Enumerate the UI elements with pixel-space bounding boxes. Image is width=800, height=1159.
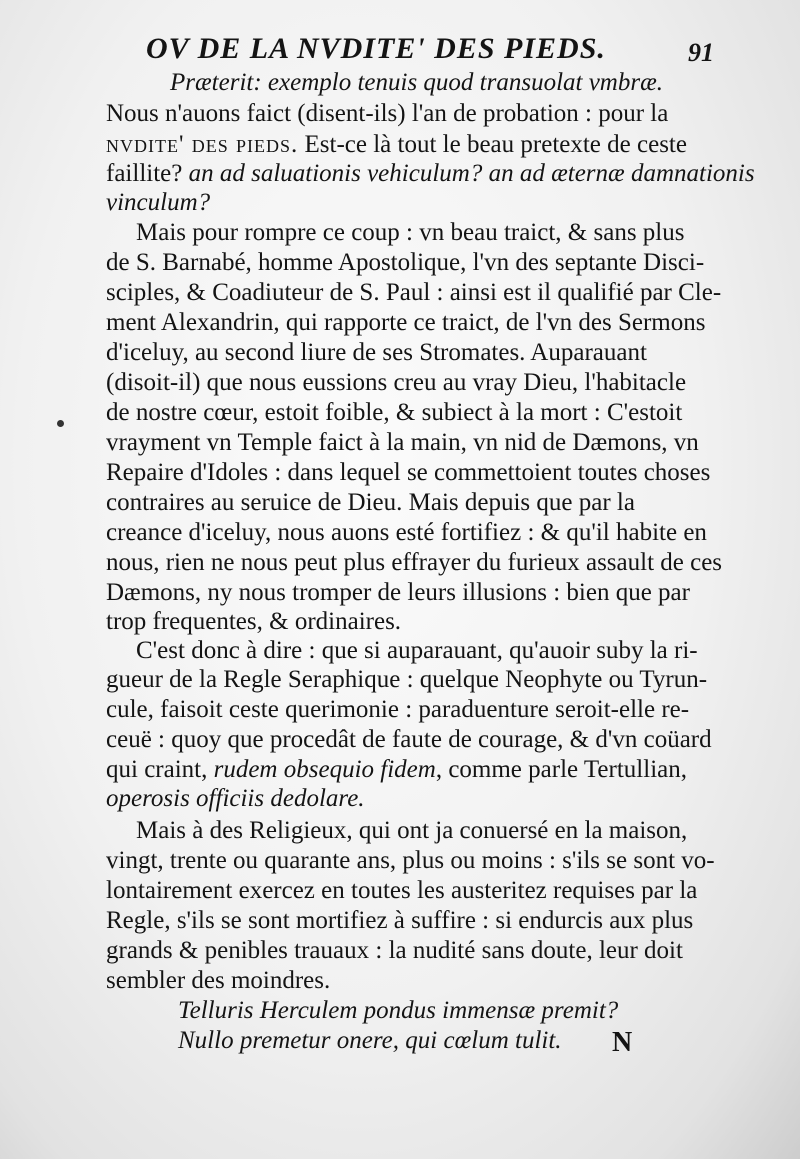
text-line: Dæmons, ny nous tromper de leurs illusions : bien que par bbox=[106, 579, 690, 606]
text-line: lontairement exercez en toutes les austeritez requises par la bbox=[106, 877, 698, 904]
text-line bbox=[106, 130, 687, 160]
text-line: C'est donc à dire : que si auparauant, qu'auoir suby la ri- bbox=[136, 637, 698, 664]
text-line: contraires au seruice de Dieu. Mais depuis que par la bbox=[106, 489, 635, 516]
text-line: d'iceluy, au second liure de ses Stromates. Auparauant bbox=[106, 339, 647, 366]
text-line: ment Alexandrin, qui rapporte ce traict, de l'vn des Sermons bbox=[106, 309, 706, 336]
text-line: sciples, & Coadiuteur de S. Paul : ainsi est il qualifié par Cle- bbox=[106, 279, 722, 306]
text-line: ceuë : quoy que procedât de faute de courage, & d'vn coüard bbox=[106, 726, 712, 753]
text-line: sembler des moindres. bbox=[106, 967, 331, 994]
text-line: vrayment vn Temple faict à la main, vn nid de Dæmons, vn bbox=[106, 429, 699, 456]
verse-line: Nullo premetur onere, qui cœlum tulit. bbox=[178, 1027, 562, 1054]
text-line: vingt, trente ou quarante ans, plus ou moins : s'ils se sont vo- bbox=[106, 847, 715, 874]
text-line: Mais pour rompre ce coup : vn beau traict, & sans plus bbox=[136, 219, 685, 246]
ink-spot bbox=[57, 420, 64, 427]
signature-mark: N bbox=[612, 1027, 633, 1058]
text-line: Nous n'auons faict (disent-ils) l'an de probation : pour la bbox=[106, 100, 669, 127]
verse-line: Telluris Herculem pondus immensæ premit? bbox=[178, 997, 619, 1024]
text-line: cule, faisoit ceste querimonie : paraduenture seroit-elle re- bbox=[106, 696, 690, 723]
text-line: Mais à des Religieux, qui ont ja conuersé en la maison, bbox=[136, 817, 688, 844]
text-span: rudem obsequio fidem bbox=[213, 756, 436, 783]
text-span: faillite? bbox=[106, 160, 189, 187]
text-line bbox=[106, 755, 687, 785]
text-span: , comme parle Tertullian, bbox=[435, 756, 687, 783]
text-line: Regle, s'ils se sont mortifiez à suffire : si endurcis aux plus bbox=[106, 907, 694, 934]
text-line bbox=[106, 159, 755, 189]
text-line: grands & penibles trauaux : la nudité sans doute, leur doit bbox=[106, 937, 683, 964]
text-line: vinculum? bbox=[106, 189, 211, 216]
text-span: Est-ce là tout le beau pretexte de ceste bbox=[298, 131, 687, 158]
text-span: an ad saluationis vehiculum? an ad æternæ damnationis bbox=[188, 160, 755, 187]
text-line: Repaire d'Idoles : dans lequel se commettoient toutes choses bbox=[106, 459, 711, 486]
text-line: creance d'iceluy, nous auons esté fortifiez : & qu'il habite en bbox=[106, 519, 707, 546]
text-line: gueur de la Regle Seraphique : quelque Neophyte ou Tyrun- bbox=[106, 666, 708, 693]
text-line: Præterit: exemplo tenuis quod transuolat vmbræ. bbox=[170, 69, 664, 96]
running-head: OV DE LA NVDITE' DES PIEDS. bbox=[146, 32, 606, 65]
text-line: de nostre cœur, estoit foible, & subiect à la mort : C'estoit bbox=[106, 399, 683, 426]
text-line: de S. Barnabé, homme Apostolique, l'vn des septante Disci- bbox=[106, 249, 705, 276]
text-line: operosis officiis dedolare. bbox=[106, 785, 365, 812]
text-span: qui craint, bbox=[106, 756, 214, 783]
text-span: nvdite' des pieds. bbox=[106, 131, 299, 158]
text-line: trop frequentes, & ordinaires. bbox=[106, 608, 402, 635]
page-number: 91 bbox=[688, 38, 714, 67]
text-line: (disoit-il) que nous eussions creu au vray Dieu, l'habitacle bbox=[106, 369, 687, 396]
text-line: nous, rien ne nous peut plus effrayer du furieux assault de ces bbox=[106, 549, 723, 576]
